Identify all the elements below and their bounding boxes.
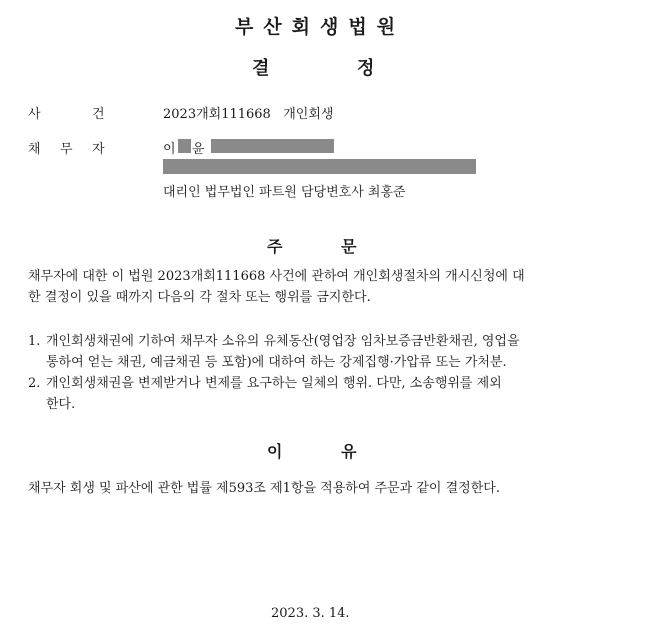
order-item-number: 1. xyxy=(28,334,41,349)
redaction-bar xyxy=(163,159,476,174)
reason-heading-char-1: 이 xyxy=(267,442,283,461)
debtor-label-char-2: 무 xyxy=(60,142,73,157)
debtor-agent: 대리인 법무법인 파트원 담당변호사 최홍준 xyxy=(163,185,406,200)
decision-date: 2023. 3. 14. xyxy=(271,606,350,621)
order-item-2-line-2: 한다. xyxy=(46,397,76,412)
decision-title-char-2: 정 xyxy=(357,58,375,79)
debtor-label-char-1: 채 xyxy=(28,142,41,157)
order-heading-char-1: 주 xyxy=(267,237,283,256)
reason-heading-char-2: 유 xyxy=(341,442,357,461)
debtor-name-part-1: 이 xyxy=(163,142,176,157)
case-label-char-1: 사 xyxy=(28,107,41,122)
redaction-bar xyxy=(211,139,334,153)
case-label-char-2: 건 xyxy=(92,107,105,122)
order-item-1-line-2: 통하여 얻는 채권, 예금채권 등 포함)에 대하여 하는 강제집행·가압류 또는 가처분. xyxy=(46,355,507,370)
debtor-name-part-2: 윤 xyxy=(192,142,205,157)
redaction-bar xyxy=(178,139,191,153)
order-item-2-line-1: 개인회생채권을 변제받거나 변제를 요구하는 일체의 행위. 다만, 소송행위를 제외 xyxy=(46,376,502,391)
decision-title-char-1: 결 xyxy=(252,58,270,79)
order-item-number: 2. xyxy=(28,376,41,391)
case-number: 2023개회111668 개인회생 xyxy=(163,107,334,122)
debtor-label-char-3: 자 xyxy=(92,142,105,157)
order-intro-line-1: 채무자에 대한 이 법원 2023개회111668 사건에 관하여 개인회생절차의 개시신청에 대 xyxy=(28,269,525,284)
court-name: 부산회생법원 xyxy=(234,16,406,38)
order-heading-char-2: 문 xyxy=(341,237,357,256)
reason-text: 채무자 회생 및 파산에 관한 법률 제593조 제1항을 적용하여 주문과 같이 결정한다. xyxy=(28,481,500,496)
order-intro-line-2: 한 결정이 있을 때까지 다음의 각 절차 또는 행위를 금지한다. xyxy=(28,290,371,305)
order-item-1-line-1: 개인회생채권에 기하여 채무자 소유의 유체동산(영업장 임차보증금반환채권, 영업을 xyxy=(46,334,520,349)
